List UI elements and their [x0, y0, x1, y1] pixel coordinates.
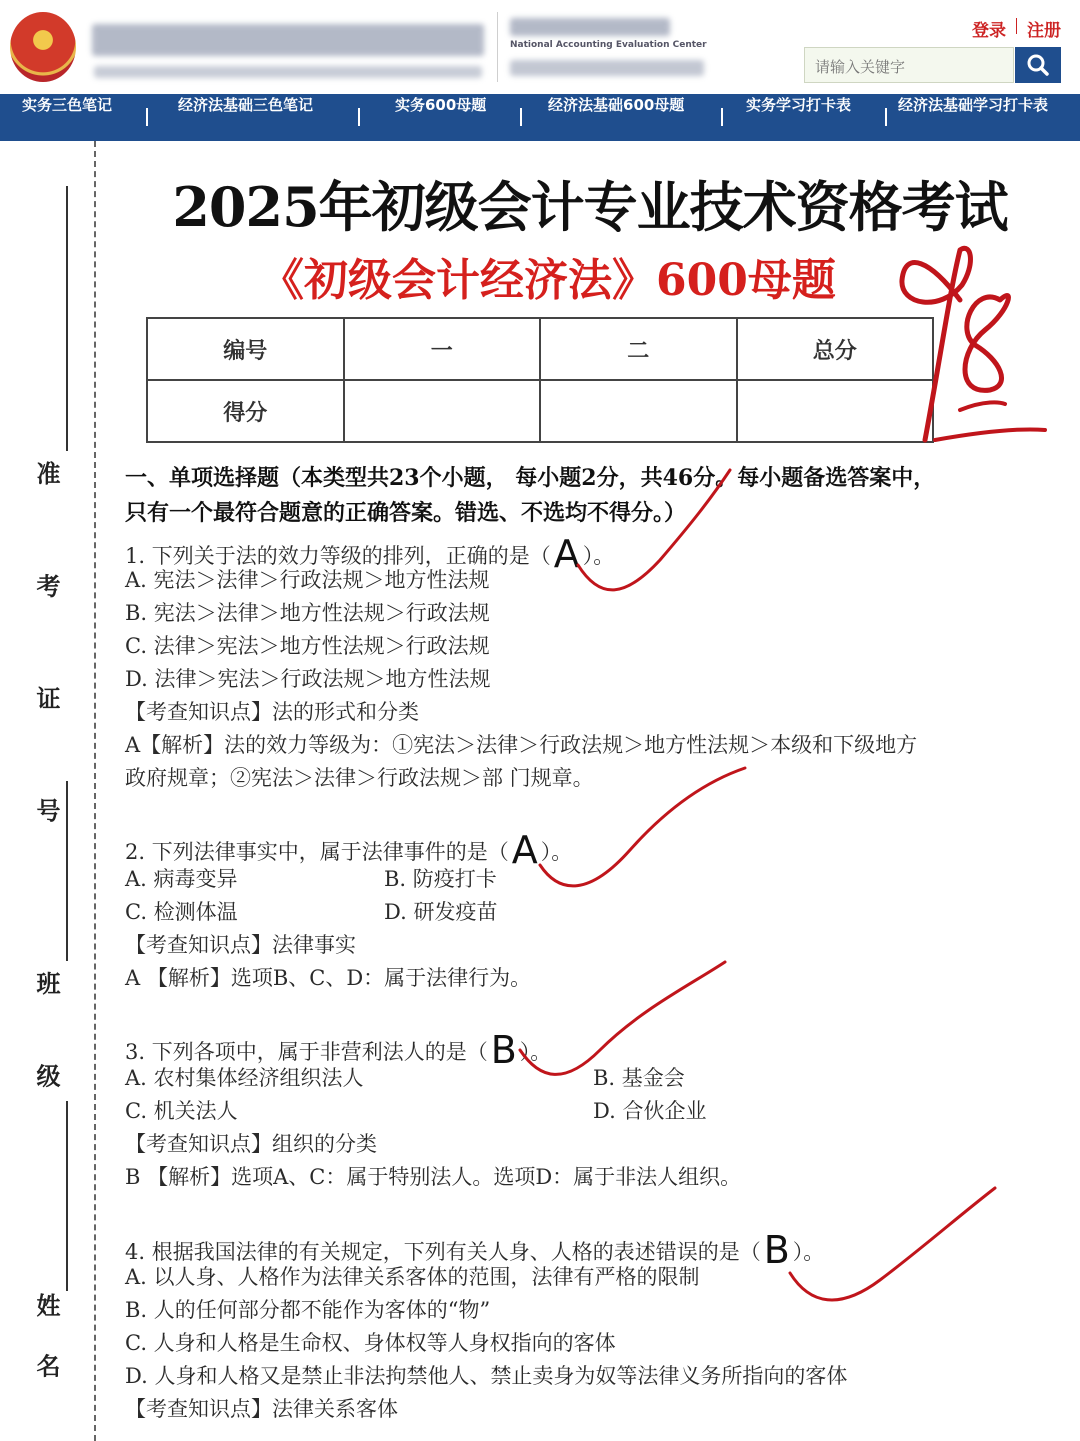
class-label: 班 级 [32, 971, 61, 1118]
nav-separator [520, 108, 522, 126]
search-input[interactable]: 请输入关键字 [804, 47, 1014, 83]
knowledge-point: 【考查知识点】法律关系客体 [125, 1397, 398, 1421]
nav-item-law-600[interactable]: 经济法基础600母题 [548, 96, 685, 114]
option-c: C. 检测体温 [125, 900, 238, 924]
class-write-line-top [66, 781, 68, 961]
nav-separator [721, 108, 723, 126]
question-stem-text: 2. 下列法律事实中，属于法律事件的是（ [125, 840, 509, 864]
nav-separator [358, 108, 360, 126]
blurred-ministry-name [92, 24, 484, 56]
score-header-cell: 总分 [737, 318, 934, 380]
section-instructions-line2: 只有一个最符合题意的正确答案。错选、不选均不得分。） [125, 500, 687, 526]
handwritten-answer: B [490, 1028, 517, 1072]
name-label: 姓 名 [32, 1293, 61, 1392]
question-stem-text: 4. 根据我国法律的有关规定，下列有关人身、人格的表述错误的是（ [125, 1240, 761, 1264]
option-d: D. 研发疫苗 [384, 900, 498, 924]
knowledge-point: 【考查知识点】法律事实 [125, 933, 356, 957]
question-stem-text: 1. 下列关于法的效力等级的排列，正确的是（ [125, 544, 551, 568]
nav-item-law-checkin[interactable]: 经济法基础学习打卡表 [898, 96, 1049, 114]
knowledge-point: 【考查知识点】法的形式和分类 [125, 700, 419, 724]
option-c: C. 人身和人格是生命权、身体权等人身权指向的客体 [125, 1331, 616, 1355]
score-cell [737, 380, 934, 442]
nav-item-practice-checkin[interactable]: 实务学习打卡表 [746, 96, 852, 114]
analysis-line: 政府规章；②宪法＞法律＞行政法规＞部 门规章。 [125, 766, 594, 790]
login-register-separator [1016, 18, 1017, 34]
option-c: C. 机关法人 [125, 1099, 238, 1123]
option-a: A. 农村集体经济组织法人 [125, 1066, 364, 1090]
search-icon [1015, 47, 1061, 83]
handwritten-answer: B [763, 1228, 790, 1272]
header-divider [497, 12, 498, 82]
site-header [0, 0, 1080, 94]
national-emblem-logo [10, 12, 76, 82]
blurred-ministry-name-en [94, 66, 482, 78]
option-d: D. 合伙企业 [593, 1099, 707, 1123]
score-header-cell: 二 [540, 318, 737, 380]
option-d: D. 法律＞宪法＞行政法规＞地方性法规 [125, 667, 491, 691]
option-b: B. 人的任何部分都不能作为客体的“物” [125, 1298, 491, 1322]
option-d: D. 人身和人格又是禁止非法拘禁他人、禁止卖身为奴等法律义务所指向的客体 [125, 1364, 848, 1388]
score-row-label: 得分 [147, 380, 344, 442]
question-stem-close: ）。 [540, 840, 573, 864]
score-table-value-row [147, 380, 933, 442]
question-stem-close: ）。 [792, 1240, 825, 1264]
analysis-line: A 【解析】选项B、C、D：属于法律行为。 [125, 966, 532, 990]
score-cell [540, 380, 737, 442]
nav-separator [146, 108, 148, 126]
section-instructions-line1: 一、单项选择题（本类型共23个小题， 每小题2分，共46分。每小题备选答案中， [125, 465, 936, 491]
option-a: A. 宪法＞法律＞行政法规＞地方性法规 [125, 568, 490, 592]
score-table-header-row [147, 318, 933, 380]
option-b: B. 防疫打卡 [384, 867, 497, 891]
score-header-cell: 一 [344, 318, 541, 380]
nav-item-law-notes[interactable]: 经济法基础三色笔记 [178, 96, 314, 114]
option-a: A. 病毒变异 [125, 867, 238, 891]
center-name-en: National Accounting Evaluation Center [510, 40, 707, 50]
analysis-line: A【解析】法的效力等级为：①宪法＞法律＞行政法规＞地方性法规＞本级和下级地方 [125, 733, 918, 757]
exam-title: 2025年初级会计专业技术资格考试 [172, 175, 1008, 239]
nav-item-practice-600[interactable]: 实务600母题 [395, 96, 487, 114]
register-link[interactable]: 注册 [1027, 21, 1061, 41]
option-b: B. 基金会 [593, 1066, 685, 1090]
score-table [146, 317, 934, 443]
blurred-center-subtitle [510, 60, 704, 76]
exam-id-label: 准 考 证 号 [32, 461, 61, 863]
question-stem-close: ）。 [582, 544, 615, 568]
knowledge-point: 【考查知识点】组织的分类 [125, 1132, 377, 1156]
question-stem-close: ）。 [519, 1040, 552, 1064]
search-button[interactable] [1015, 47, 1061, 83]
question-stem-text: 3. 下列各项中，属于非营利法人的是（ [125, 1040, 488, 1064]
nav-separator [885, 108, 887, 126]
exam-subtitle: 《初级会计经济法》600母题 [260, 255, 836, 306]
score-cell [344, 380, 541, 442]
option-b: B. 宪法＞法律＞地方性法规＞行政法规 [125, 601, 490, 625]
blurred-center-name [510, 18, 670, 36]
name-write-line [66, 1101, 68, 1291]
option-c: C. 法律＞宪法＞地方性法规＞行政法规 [125, 634, 490, 658]
nav-item-practice-notes[interactable]: 实务三色笔记 [22, 96, 113, 114]
handwritten-answer: A [553, 532, 580, 576]
main-nav [0, 94, 1080, 141]
score-header-cell: 编号 [147, 318, 344, 380]
login-link[interactable]: 登录 [972, 21, 1006, 41]
analysis-line: B 【解析】选项A、C：属于特别法人。选项D：属于非法人组织。 [125, 1165, 742, 1189]
option-a: A. 以人身、人格作为法律关系客体的范围，法律有严格的限制 [125, 1265, 700, 1289]
binding-dashed-line [94, 141, 96, 1441]
handwritten-answer: A [511, 828, 538, 872]
